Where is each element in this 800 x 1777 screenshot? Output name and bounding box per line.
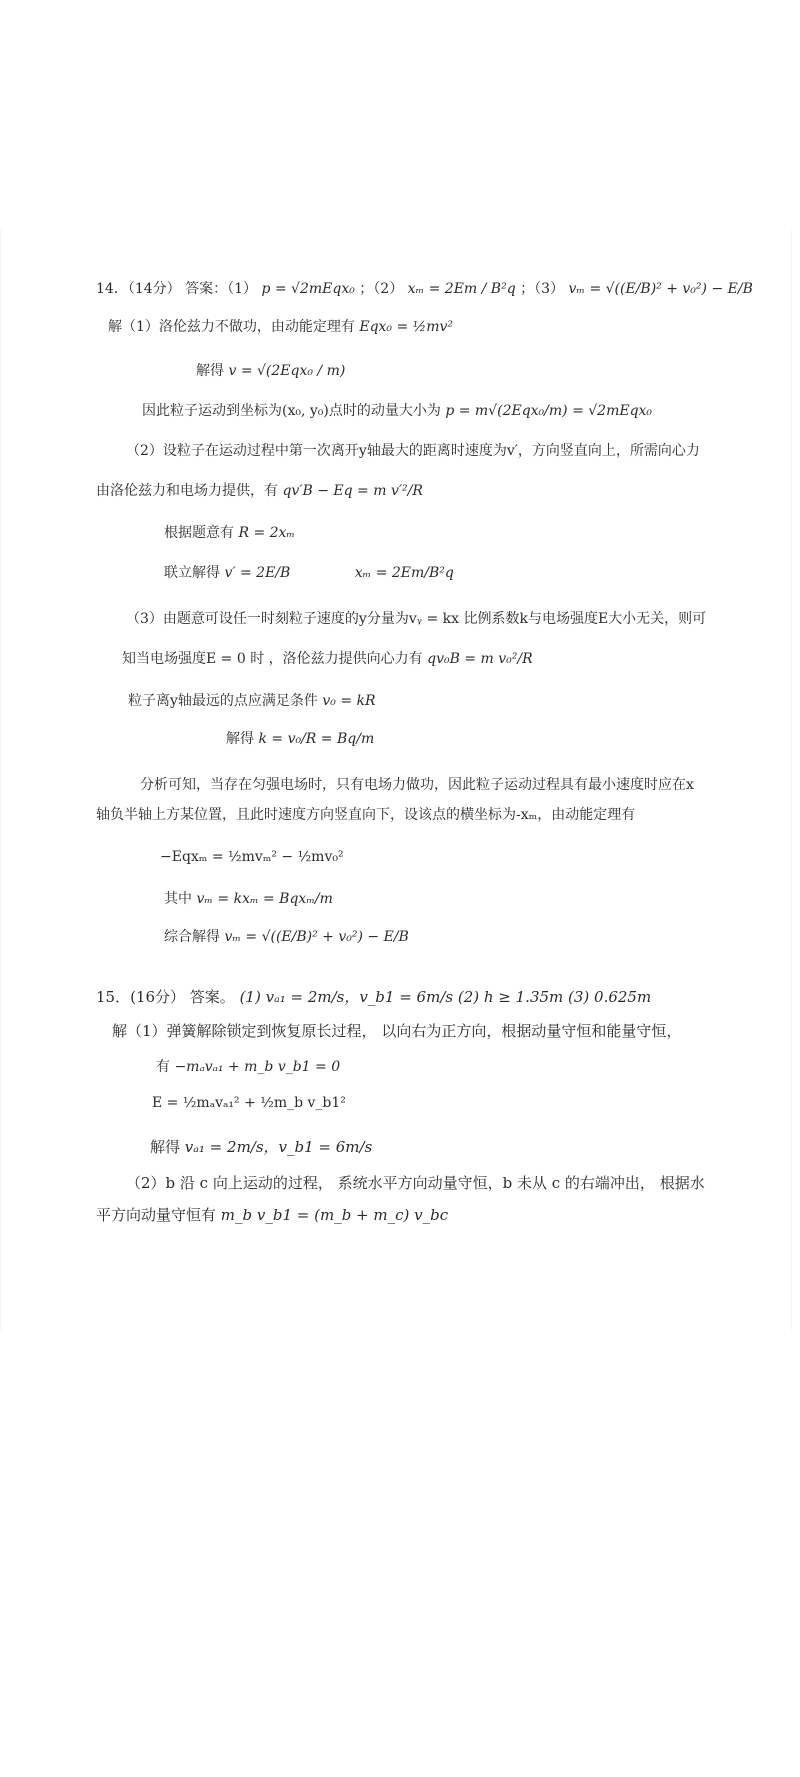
q14-s1-solve-line [196,362,345,380]
q15-s1-solve-line [150,1138,372,1156]
q14-s3-equation: qv₀B = m v₀²/R [427,651,533,667]
q14-sep-2: ；（3） [520,281,565,297]
q14-s1-momentum: p = m√(2Eqx₀/m) = √2mEqx₀ [445,403,653,419]
q15-s2-text-a: （2）b 沿 c 向上运动的过程， 系统水平方向动量守恒，b 未从 c 的右端冲出， 根据水 [126,1174,705,1192]
q14-s3-text-a: （3）由题意可设任一时刻粒子速度的y分量为vᵧ = kx 比例系数k与电场强度E大小无关，则可 [126,611,707,627]
q14-s3-solve-line [226,730,374,748]
q14-s3-cond: v₀ = kR [322,693,376,709]
q14-s3-cond-line [128,692,376,710]
q14-s1-momentum-line [142,402,652,420]
q15-s1-solve: vₐ₁ = 2m/s，v_b1 = 6m/s [184,1138,373,1156]
q14-s3-analysis-a: 分析可知，当存在匀强电场时，只有电场力做功，因此粒子运动过程具有最小速度时应在x [140,777,694,793]
q14-s2-solve-label: 联立解得 [164,565,220,581]
q15-s2-equation: m_b v_b1 = (m_b + m_c) v_bc [220,1206,449,1224]
q14-s3-final-line [164,928,409,946]
q15-answers: (1) vₐ₁ = 2m/s，v_b1 = 6m/s (2) h ≥ 1.35m (3) 0.625m [239,988,652,1006]
scan-left-edge [0,230,1,1330]
q14-s3-cond-text: 粒子离y轴最远的点应满足条件 [128,693,318,709]
q14-s2-cond-label: 根据题意有 [164,525,234,541]
q15-s2-text-b: 平方向动量守恒有 [96,1206,217,1224]
q14-s3-where-label: 其中 [164,891,192,907]
scan-right-edge [791,230,792,1330]
q15-s1-eq1-line [156,1058,340,1076]
q15-header: 15．(16分） 答案。 [96,988,235,1006]
q14-s3-analysis-b: 轴负半轴上方某位置，且此时速度方向竖直向下，设该点的横坐标为-xₘ，由动能定理有 [96,807,636,823]
q14-answer-3: vₘ = √((E/B)² + v₀²) − E/B [568,281,753,297]
q14-s3-where: vₘ = kxₘ = Bqxₘ/m [196,891,333,907]
q14-s2-equation: qv′B − Eq = m v′²/R [282,483,423,499]
q14-header-line [96,280,753,298]
q14-s1-solve: v = √(2Eqx₀ / m) [228,363,346,379]
q14-s2-text-b: 由洛伦兹力和电场力提供，有 [96,483,278,499]
q14-s1-equation: Eqx₀ = ½mv² [359,319,454,335]
q14-s3-solve: k = v₀/R = Bq/m [258,731,375,747]
q14-s3-solve-label: 解得 [226,731,254,747]
q14-s2-solve-x: xₘ = 2Em/B²q [354,565,454,581]
q14-s3-energy: −Eqxₘ = ½mvₘ² − ½mv₀² [160,849,344,865]
q14-sep-1: ；（2） [359,281,404,297]
q14-s1-solve-label: 解得 [196,363,224,379]
q15-s2-text-b-line [96,1206,448,1224]
q14-s2-text-a: （2）设粒子在运动过程中第一次离开y轴最大的距离时速度为v′，方向竖直向上，所需向心力 [126,443,700,459]
q14-s3-text-b: 知当电场强度E = 0 时 ，洛伦兹力提供向心力有 [122,651,423,667]
q14-s3-where-line [164,890,333,908]
q15-header-line [96,988,651,1006]
q14-s1-intro: 解（1）洛伦兹力不做功，由动能定理有 [108,319,355,335]
q15-s1-solve-label: 解得 [150,1138,181,1156]
q14-s2-cond: R = 2xₘ [238,525,296,541]
q15-s1-eq2: E = ½mₐvₐ₁² + ½m_b v_b1² [152,1095,346,1111]
q14-s3-text-b-line [122,650,533,668]
q14-s1-momentum-text: 因此粒子运动到坐标为(x₀, y₀)点时的动量大小为 [142,403,441,419]
q14-s2-solve-v: v′ = 2E/B [224,565,291,581]
q14-s3-final: vₘ = √((E/B)² + v₀²) − E/B [224,929,409,945]
q14-s2-text-b-line [96,482,423,500]
q14-answer-2: xₘ = 2Em / B²q [407,281,516,297]
q14-s1-line [108,318,453,336]
q15-s1-eq1: −mₐvₐ₁ + m_b v_b1 = 0 [174,1059,341,1075]
q14-s3-final-label: 综合解得 [164,929,220,945]
q14-s2-solve-line [164,564,454,582]
q15-s1-text: 解（1）弹簧解除锁定到恢复原长过程， 以向右为正方向，根据动量守恒和能量守恒， [112,1022,682,1040]
q14-answer-1: p = √2mEqx₀ [261,281,355,297]
q15-s1-eq1-label: 有 [156,1059,170,1075]
q14-s2-cond-line [164,524,295,542]
q14-header: 14．（14分） 答案：（1） [96,281,257,297]
